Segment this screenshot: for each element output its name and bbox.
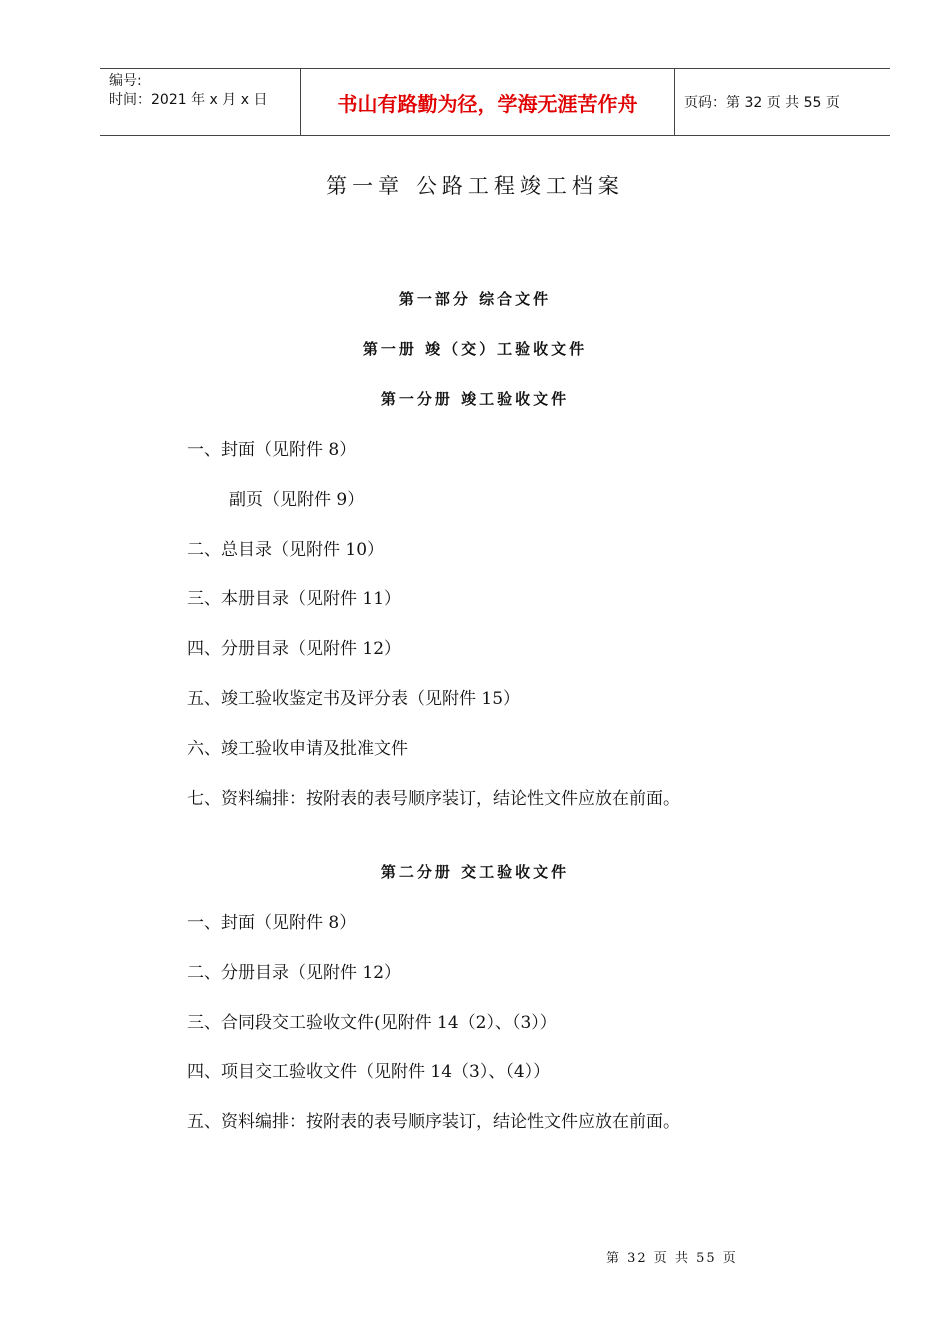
volume-title: 第一册 竣（交）工验收文件 xyxy=(362,340,588,358)
list-item: 七、资料编排：按附表的表号顺序装订，结论性文件应放在前面。 xyxy=(187,789,680,809)
list-item: 五、资料编排：按附表的表号顺序装订，结论性文件应放在前面。 xyxy=(187,1112,680,1132)
list-item: 一、封面（见附件 8） xyxy=(187,440,357,460)
list-item: 二、分册目录（见附件 12） xyxy=(187,963,402,983)
list-item: 三、合同段交工验收文件(见附件 14（2）、（3）） xyxy=(187,1013,557,1033)
list-item: 四、分册目录（见附件 12） xyxy=(187,639,402,659)
page-header xyxy=(100,68,890,136)
list-item: 六、竣工验收申请及批准文件 xyxy=(187,739,408,759)
list-item: 二、总目录（见附件 10） xyxy=(187,540,385,560)
list-item: 一、封面（见附件 8） xyxy=(187,913,357,933)
chapter-title: 第一章 公路工程竣工档案 xyxy=(326,174,624,198)
document-number-label: 编号: xyxy=(109,73,142,89)
document-time-label: 时间：2021 年 x 月 x 日 xyxy=(109,92,268,108)
list-item: 三、本册目录（见附件 11） xyxy=(187,589,402,609)
page-footer: 第 32 页 共 55 页 xyxy=(606,1251,738,1266)
section1-title: 第一分册 竣工验收文件 xyxy=(380,390,570,408)
list-item: 五、竣工验收鉴定书及评分表（见附件 15） xyxy=(187,689,521,709)
list-item: 四、项目交工验收文件（见附件 14（3）、（4）） xyxy=(187,1062,551,1082)
header-slogan: 书山有路勤为径，学海无涯苦作舟 xyxy=(301,69,675,135)
list-item: 副页（见附件 9） xyxy=(229,490,365,510)
part-title: 第一部分 综合文件 xyxy=(398,290,552,308)
header-meta xyxy=(100,69,301,135)
header-page-info: 页码：第 32 页 共 55 页 xyxy=(684,95,840,111)
section2-title: 第二分册 交工验收文件 xyxy=(380,863,570,881)
